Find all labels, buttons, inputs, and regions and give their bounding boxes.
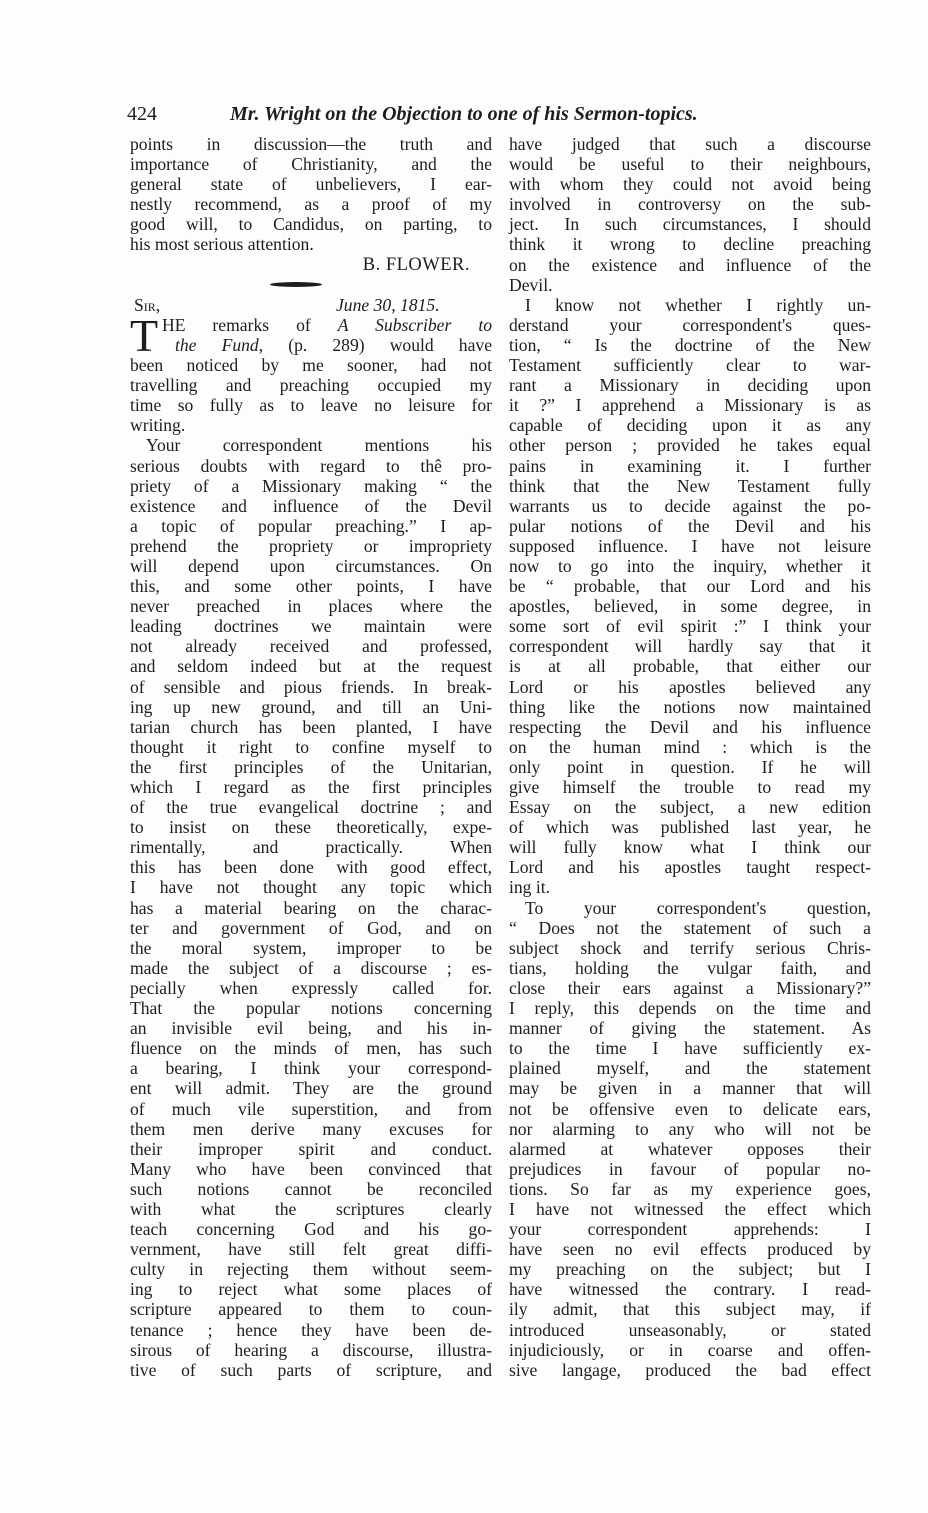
right-column: [509, 134, 871, 1380]
text-line: tions. So far as my experience goes,: [509, 1178, 871, 1199]
text-line: apostles, believed, in some degree, in: [509, 596, 871, 617]
text-line: this, and some other points, I have: [130, 576, 492, 597]
text-line: has a material bearing on the charac-: [130, 897, 492, 918]
text-line: with whom they could not avoid being: [509, 174, 871, 195]
text-line: general state of unbelievers, I ear-: [130, 174, 492, 195]
text-line: never preached in places where the: [130, 596, 492, 617]
text-line: Many who have been convinced that: [130, 1158, 492, 1179]
text-line: priety of a Missionary making “ the: [130, 475, 492, 496]
text-line: be “ probable, that our Lord and his: [509, 576, 871, 597]
text-line: fluence on the minds of men, has such: [130, 1038, 492, 1059]
text-line: Testament sufficiently clear to war-: [509, 355, 871, 376]
text-line: tive of such parts of scripture, and: [130, 1359, 492, 1380]
text-line: such notions cannot be reconciled: [130, 1178, 492, 1199]
text-line: rant a Missionary in deciding upon: [509, 375, 871, 396]
ornamental-rule: [130, 275, 492, 295]
text-line: have witnessed the contrary. I read-: [509, 1279, 871, 1300]
text-line: his most serious attention.: [130, 234, 314, 255]
text-line: them men derive many excuses for: [130, 1118, 492, 1139]
text-line: respecting the Devil and his influence: [509, 716, 871, 737]
text-line: sive langage, produced the bad effect: [509, 1359, 871, 1380]
text-line: their improper spirit and conduct.: [130, 1138, 492, 1159]
text-line: I know not whether I rightly un-: [525, 294, 871, 315]
text-line: your correspondent apprehends: I: [509, 1219, 871, 1240]
text-line: tenance ; hence they have been de-: [130, 1319, 492, 1340]
text-line: pecially when expressly called for.: [130, 977, 492, 998]
text-line: think that the New Testament fully: [509, 475, 871, 496]
text-line: is at all probable, that either our: [509, 656, 871, 677]
text-line: not already received and professed,: [130, 636, 492, 657]
text-line: have judged that such a discourse: [509, 134, 871, 154]
text-line: nor alarming to any who will not be: [509, 1118, 871, 1139]
text-line: travelling and preaching occupied my: [130, 375, 492, 396]
text-line: an invisible evil being, and his in-: [130, 1018, 492, 1039]
text-line: it ?” I apprehend a Missionary is as: [509, 395, 871, 416]
text-line: rimentally, and practically. When: [130, 837, 492, 858]
text-line: writing.: [130, 415, 186, 436]
text-line: ter and government of God, and on: [130, 917, 492, 938]
right-column-text: [509, 134, 871, 1380]
text-line: sirous of hearing a discourse, illustra-: [130, 1339, 492, 1360]
text-line: prehend the propriety or impropriety: [130, 535, 492, 556]
text-line: my preaching on the subject; but I: [509, 1259, 871, 1280]
text-line: involved in controversy on the sub-: [509, 194, 871, 215]
text-line: supposed influence. I have not leisure: [509, 535, 871, 556]
text-line: some sort of evil spirit :” I think your: [509, 616, 871, 637]
opening-word: HE: [162, 314, 186, 335]
text-line: ing up new ground, and till an Uni-: [130, 696, 492, 717]
text-line: ing to reject what some places of: [130, 1279, 492, 1300]
text-line: tians, holding the vulgar faith, and: [509, 957, 871, 978]
text-line: on the human mind : which is the: [509, 736, 871, 757]
text-line: Devil.: [509, 274, 553, 295]
text-line: ent will admit. They are the ground: [130, 1078, 492, 1099]
text-line: tion, “ Is the doctrine of the New: [509, 334, 871, 355]
text-line: plained myself, and the statement: [509, 1058, 871, 1079]
text-line: which I regard as the first principles: [130, 777, 492, 797]
text-line: vernment, have still felt great diffi-: [130, 1239, 492, 1260]
text-line: the first principles of the Unitarian,: [130, 756, 492, 777]
text-line: a bearing, I think your correspond-: [130, 1058, 492, 1079]
text-line: pular notions of the Devil and his: [509, 515, 871, 536]
text-line: warrants us to decide against the po-: [509, 495, 871, 516]
running-header: [127, 99, 787, 129]
text-line: will depend upon circumstances. On: [130, 555, 492, 576]
dateline: [130, 295, 492, 315]
text-line: now to go into the inquiry, whether it: [509, 555, 871, 576]
text-line: Your correspondent mentions his: [146, 435, 492, 456]
text-line: a topic of popular preaching.” I ap-: [130, 515, 492, 536]
text-line: importance of Christianity, and the: [130, 154, 492, 175]
text-line: Lord and his apostles taught respect-: [509, 857, 871, 878]
text-line: subject shock and terrify serious Chris-: [509, 937, 871, 958]
text-line: only point in question. If he will: [509, 756, 871, 777]
text-line: ing it.: [509, 877, 551, 898]
text-line: of which was published last year, he: [509, 817, 871, 838]
text-line: and seldom indeed but at the request: [130, 656, 492, 677]
text-line: manner of giving the statement. As: [509, 1018, 871, 1039]
text-line: I have not witnessed the effect which: [509, 1198, 871, 1219]
text-line: ject. In such circumstances, I should: [509, 214, 871, 235]
text-line: prejudices in favour of popular no-: [509, 1158, 871, 1179]
text-line: scripture appeared to them to coun-: [130, 1299, 492, 1320]
signature: B. FLOWER.: [362, 254, 470, 275]
text-line: the moral system, improper to be: [130, 937, 492, 958]
text-line: think it wrong to decline preaching: [509, 234, 871, 255]
text-line: with what the scriptures clearly: [130, 1198, 492, 1219]
text-line: may be given in a manner that will: [509, 1078, 871, 1099]
text-line: will fully know what I think our: [509, 837, 871, 858]
text-line: have seen no evil effects produced by: [509, 1239, 871, 1260]
text-line: injudiciously, or in coarse and offen-: [509, 1339, 871, 1360]
text-line: to the time I have sufficiently ex-: [509, 1038, 871, 1059]
text-line: alarmed at whatever opposes their: [509, 1138, 871, 1159]
intro-paragraph: [130, 134, 492, 255]
text-line: thing like the notions now maintained: [509, 696, 871, 717]
page-number: 424: [127, 103, 157, 125]
text-line: I reply, this depends on the time and: [509, 998, 871, 1019]
text-line: culty in rejecting them without seem-: [130, 1259, 492, 1280]
text-line: correspondent will hardly say that it: [509, 636, 871, 657]
text-line: not be offensive even to delicate ears,: [509, 1098, 871, 1119]
running-title: Mr. Wright on the Objection to one of his Sermon-topics.: [230, 103, 698, 125]
text-line: made the subject of a discourse ; es-: [130, 957, 492, 978]
text-line: other person ; provided he takes equal: [509, 435, 871, 456]
text-line: capable of deciding upon it as any: [509, 415, 871, 436]
text-line: “ Does not the statement of such a: [509, 917, 871, 938]
text-line: pains in examining it. I further: [509, 455, 871, 476]
text-line: ily admit, that this subject may, if: [509, 1299, 871, 1320]
opening-line-2: the Fund, (p. 289) would have: [175, 334, 493, 355]
text-line: good will, to Candidus, on parting, to: [130, 214, 492, 235]
text-line: to insist on these theoretically, expe-: [130, 817, 492, 838]
text-line: That the popular notions concerning: [130, 998, 492, 1019]
letter-opening: [130, 309, 493, 361]
text-line: nestly recommend, as a proof of my: [130, 194, 492, 215]
text-line: been noticed by me sooner, had not: [130, 355, 492, 376]
opening-line-1: HE remarks of A Subscriber to: [162, 314, 492, 335]
left-column: [130, 134, 492, 1380]
text-line: points in discussion—the truth and: [130, 134, 492, 154]
text-line: serious doubts with regard to thê pro-: [130, 455, 492, 476]
salutation: Sir,: [134, 294, 161, 315]
letter-date: June 30, 1815.: [336, 294, 440, 315]
text-line: give himself the trouble to read my: [509, 777, 871, 797]
text-line: leading doctrines we maintain were: [130, 616, 492, 637]
text-line: existence and influence of the Devil: [130, 495, 492, 516]
text-line: of much vile superstition, and from: [130, 1098, 492, 1119]
text-line: I have not thought any topic which: [130, 877, 492, 898]
text-line: this has been done with good effect,: [130, 857, 492, 878]
text-line: time so fully as to leave no leisure for: [130, 395, 492, 416]
text-line: Essay on the subject, a new edition: [509, 797, 871, 818]
text-line: Lord or his apostles believed any: [509, 676, 871, 697]
ornament-dash: [270, 282, 322, 287]
text-line: tarian church has been planted, I have: [130, 716, 492, 737]
text-line: introduced unseasonably, or stated: [509, 1319, 871, 1340]
text-line: of the true evangelical doctrine ; and: [130, 797, 492, 818]
text-line: derstand your correspondent's ques-: [509, 314, 871, 335]
text-line: would be useful to their neighbours,: [509, 154, 871, 175]
letter-body: [130, 355, 492, 1380]
text-line: To your correspondent's question,: [525, 897, 871, 918]
text-line: close their ears against a Missionary?”: [509, 977, 871, 998]
text-line: thought it right to confine myself to: [130, 736, 492, 757]
text-line: on the existence and influence of the: [509, 254, 871, 275]
text-line: teach concerning God and his go-: [130, 1219, 492, 1240]
drop-cap: T: [130, 309, 159, 361]
text-line: of sensible and pious friends. In break-: [130, 676, 492, 697]
